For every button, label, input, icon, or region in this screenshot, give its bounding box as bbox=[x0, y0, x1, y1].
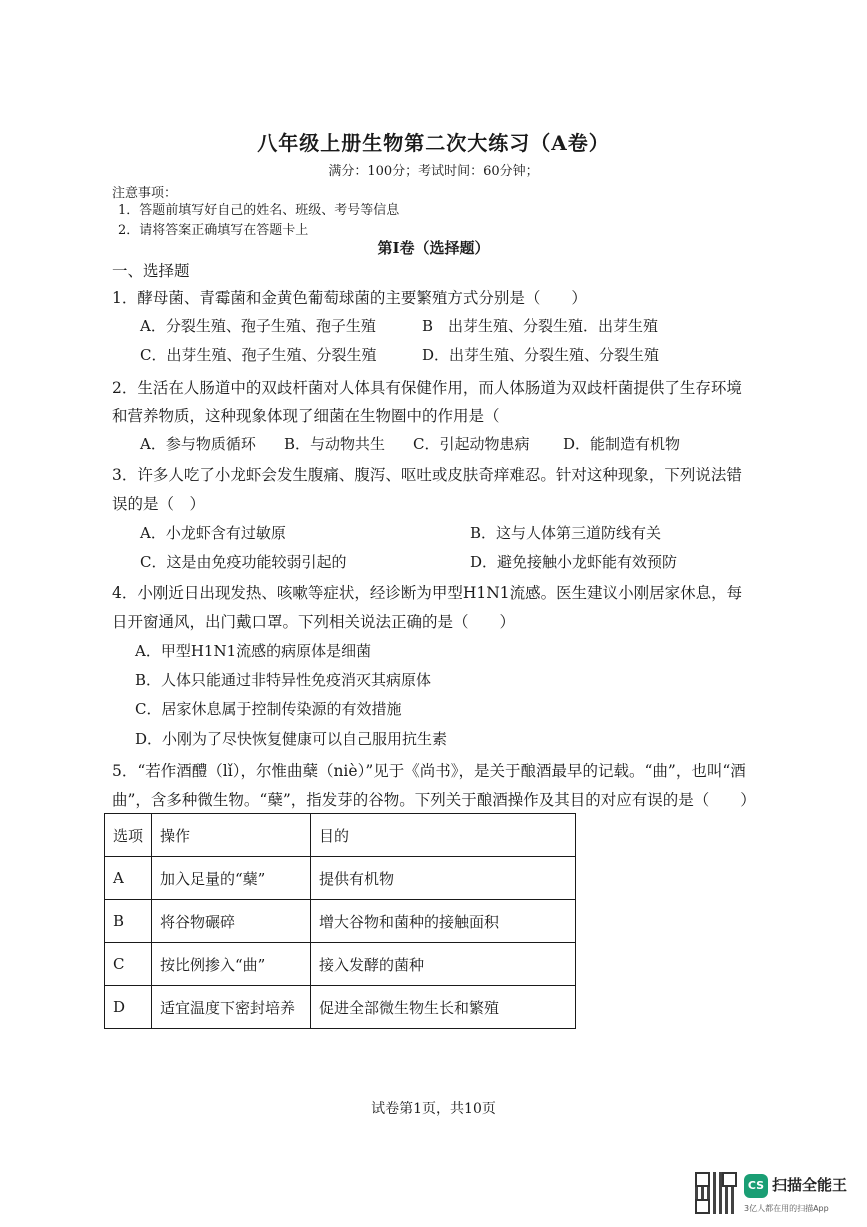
table-cell: C bbox=[105, 943, 152, 986]
table-cell: 增大谷物和菌种的接触面积 bbox=[311, 900, 576, 943]
notice-heading: 注意事项： bbox=[112, 186, 178, 201]
question-4-option-a: A．甲型H1N1流感的病原体是细菌 bbox=[135, 642, 372, 660]
question-2-stem: 2．生活在人肠道中的双歧杆菌对人体具有保健作用，而人体肠道为双歧杆菌提供了生存环境 bbox=[112, 379, 742, 397]
table-cell: 适宜温度下密封培养 bbox=[152, 986, 311, 1029]
question-1-option-d: D．出芽生殖、分裂生殖、分裂生殖 bbox=[422, 346, 660, 364]
table-header-cell: 选项 bbox=[105, 814, 152, 857]
question-3-option-c: C．这是由免疫功能较弱引起的 bbox=[140, 553, 347, 571]
page-title: 八年级上册生物第二次大练习（A卷） bbox=[257, 131, 610, 155]
question-2-option-b: B．与动物共生 bbox=[284, 435, 386, 453]
notice-item: 2．请将答案正确填写在答题卡上 bbox=[118, 223, 309, 238]
question-3-stem: 3．许多人吃了小龙虾会发生腹痛、腹泻、呕吐或皮肤奇痒难忍。针对这种现象，下列说法错 bbox=[112, 466, 742, 484]
question-4-stem-cont: 日开窗通风，出门戴口罩。下列相关说法正确的是（ ） bbox=[112, 613, 516, 631]
qr-code-icon bbox=[695, 1172, 737, 1214]
camscanner-tagline: 3亿人都在用的扫描App bbox=[744, 1204, 829, 1213]
question-4-option-c: C．居家休息属于控制传染源的有效措施 bbox=[135, 700, 402, 718]
question-5-table bbox=[104, 813, 576, 1029]
question-3-option-b: B．这与人体第三道防线有关 bbox=[470, 524, 662, 542]
question-1-option-c: C．出芽生殖、孢子生殖、分裂生殖 bbox=[140, 346, 377, 364]
table-header-cell: 操作 bbox=[152, 814, 311, 857]
camscanner-logo-icon: CS bbox=[744, 1174, 768, 1198]
section-title: 第Ⅰ卷（选择题） bbox=[377, 239, 490, 257]
table-cell: 按比例掺入“曲” bbox=[152, 943, 311, 986]
notice-item: 1．答题前填写好自己的姓名、班级、考号等信息 bbox=[118, 203, 400, 218]
question-3-option-d: D．避免接触小龙虾能有效预防 bbox=[470, 553, 678, 571]
question-5-stem-cont: 曲”，含多种微生物。“蘖”，指发芽的谷物。下列关于酿酒操作及其目的对应有误的是（ ） bbox=[112, 791, 756, 809]
question-4-option-d: D．小刚为了尽快恢复健康可以自己服用抗生素 bbox=[135, 730, 448, 748]
table-cell: B bbox=[105, 900, 152, 943]
table-header-cell: 目的 bbox=[311, 814, 576, 857]
question-4-option-b: B．人体只能通过非特异性免疫消灭其病原体 bbox=[135, 671, 432, 689]
part-title: 一、选择题 bbox=[112, 262, 190, 280]
table-cell: 促进全部微生物生长和繁殖 bbox=[311, 986, 576, 1029]
page-footer: 试卷第1页，共10页 bbox=[371, 1101, 496, 1117]
question-5-stem: 5．“若作酒醴（lǐ），尔惟曲蘖（niè）”见于《尚书》，是关于酿酒最早的记载。“曲”，也叫“酒 bbox=[112, 762, 746, 780]
table-row bbox=[105, 900, 576, 943]
page-subtitle: 满分：100分；考试时间：60分钟； bbox=[328, 164, 539, 179]
question-1-option-b: B 出芽生殖、分裂生殖．出芽生殖 bbox=[422, 317, 659, 335]
question-3-option-a: A．小龙虾含有过敏原 bbox=[140, 524, 286, 542]
question-1-option-a: A．分裂生殖、孢子生殖、孢子生殖 bbox=[140, 317, 376, 335]
table-cell: A bbox=[105, 857, 152, 900]
question-3-stem-cont: 误的是（ ） bbox=[112, 495, 206, 513]
table-row bbox=[105, 986, 576, 1029]
table-cell: D bbox=[105, 986, 152, 1029]
table-row bbox=[105, 857, 576, 900]
question-2-option-d: D．能制造有机物 bbox=[563, 435, 681, 453]
question-2-stem-cont: 和营养物质，这种现象体现了细菌在生物圈中的作用是（ bbox=[112, 407, 500, 425]
question-1-stem: 1．酵母菌、青霉菌和金黄色葡萄球菌的主要繁殖方式分别是（ ） bbox=[112, 289, 587, 307]
table-cell: 加入足量的“蘖” bbox=[152, 857, 311, 900]
question-2-option-a: A．参与物质循环 bbox=[140, 435, 256, 453]
question-2-option-c: C．引起动物患病 bbox=[413, 435, 530, 453]
table-cell: 将谷物碾碎 bbox=[152, 900, 311, 943]
camscanner-name: 扫描全能王 bbox=[772, 1176, 848, 1194]
question-4-stem: 4．小刚近日出现发热、咳嗽等症状，经诊断为甲型H1N1流感。医生建议小刚居家休息，每 bbox=[112, 584, 743, 602]
table-cell: 接入发酵的菌种 bbox=[311, 943, 576, 986]
table-row bbox=[105, 943, 576, 986]
table-cell: 提供有机物 bbox=[311, 857, 576, 900]
table-header-row bbox=[105, 814, 576, 857]
